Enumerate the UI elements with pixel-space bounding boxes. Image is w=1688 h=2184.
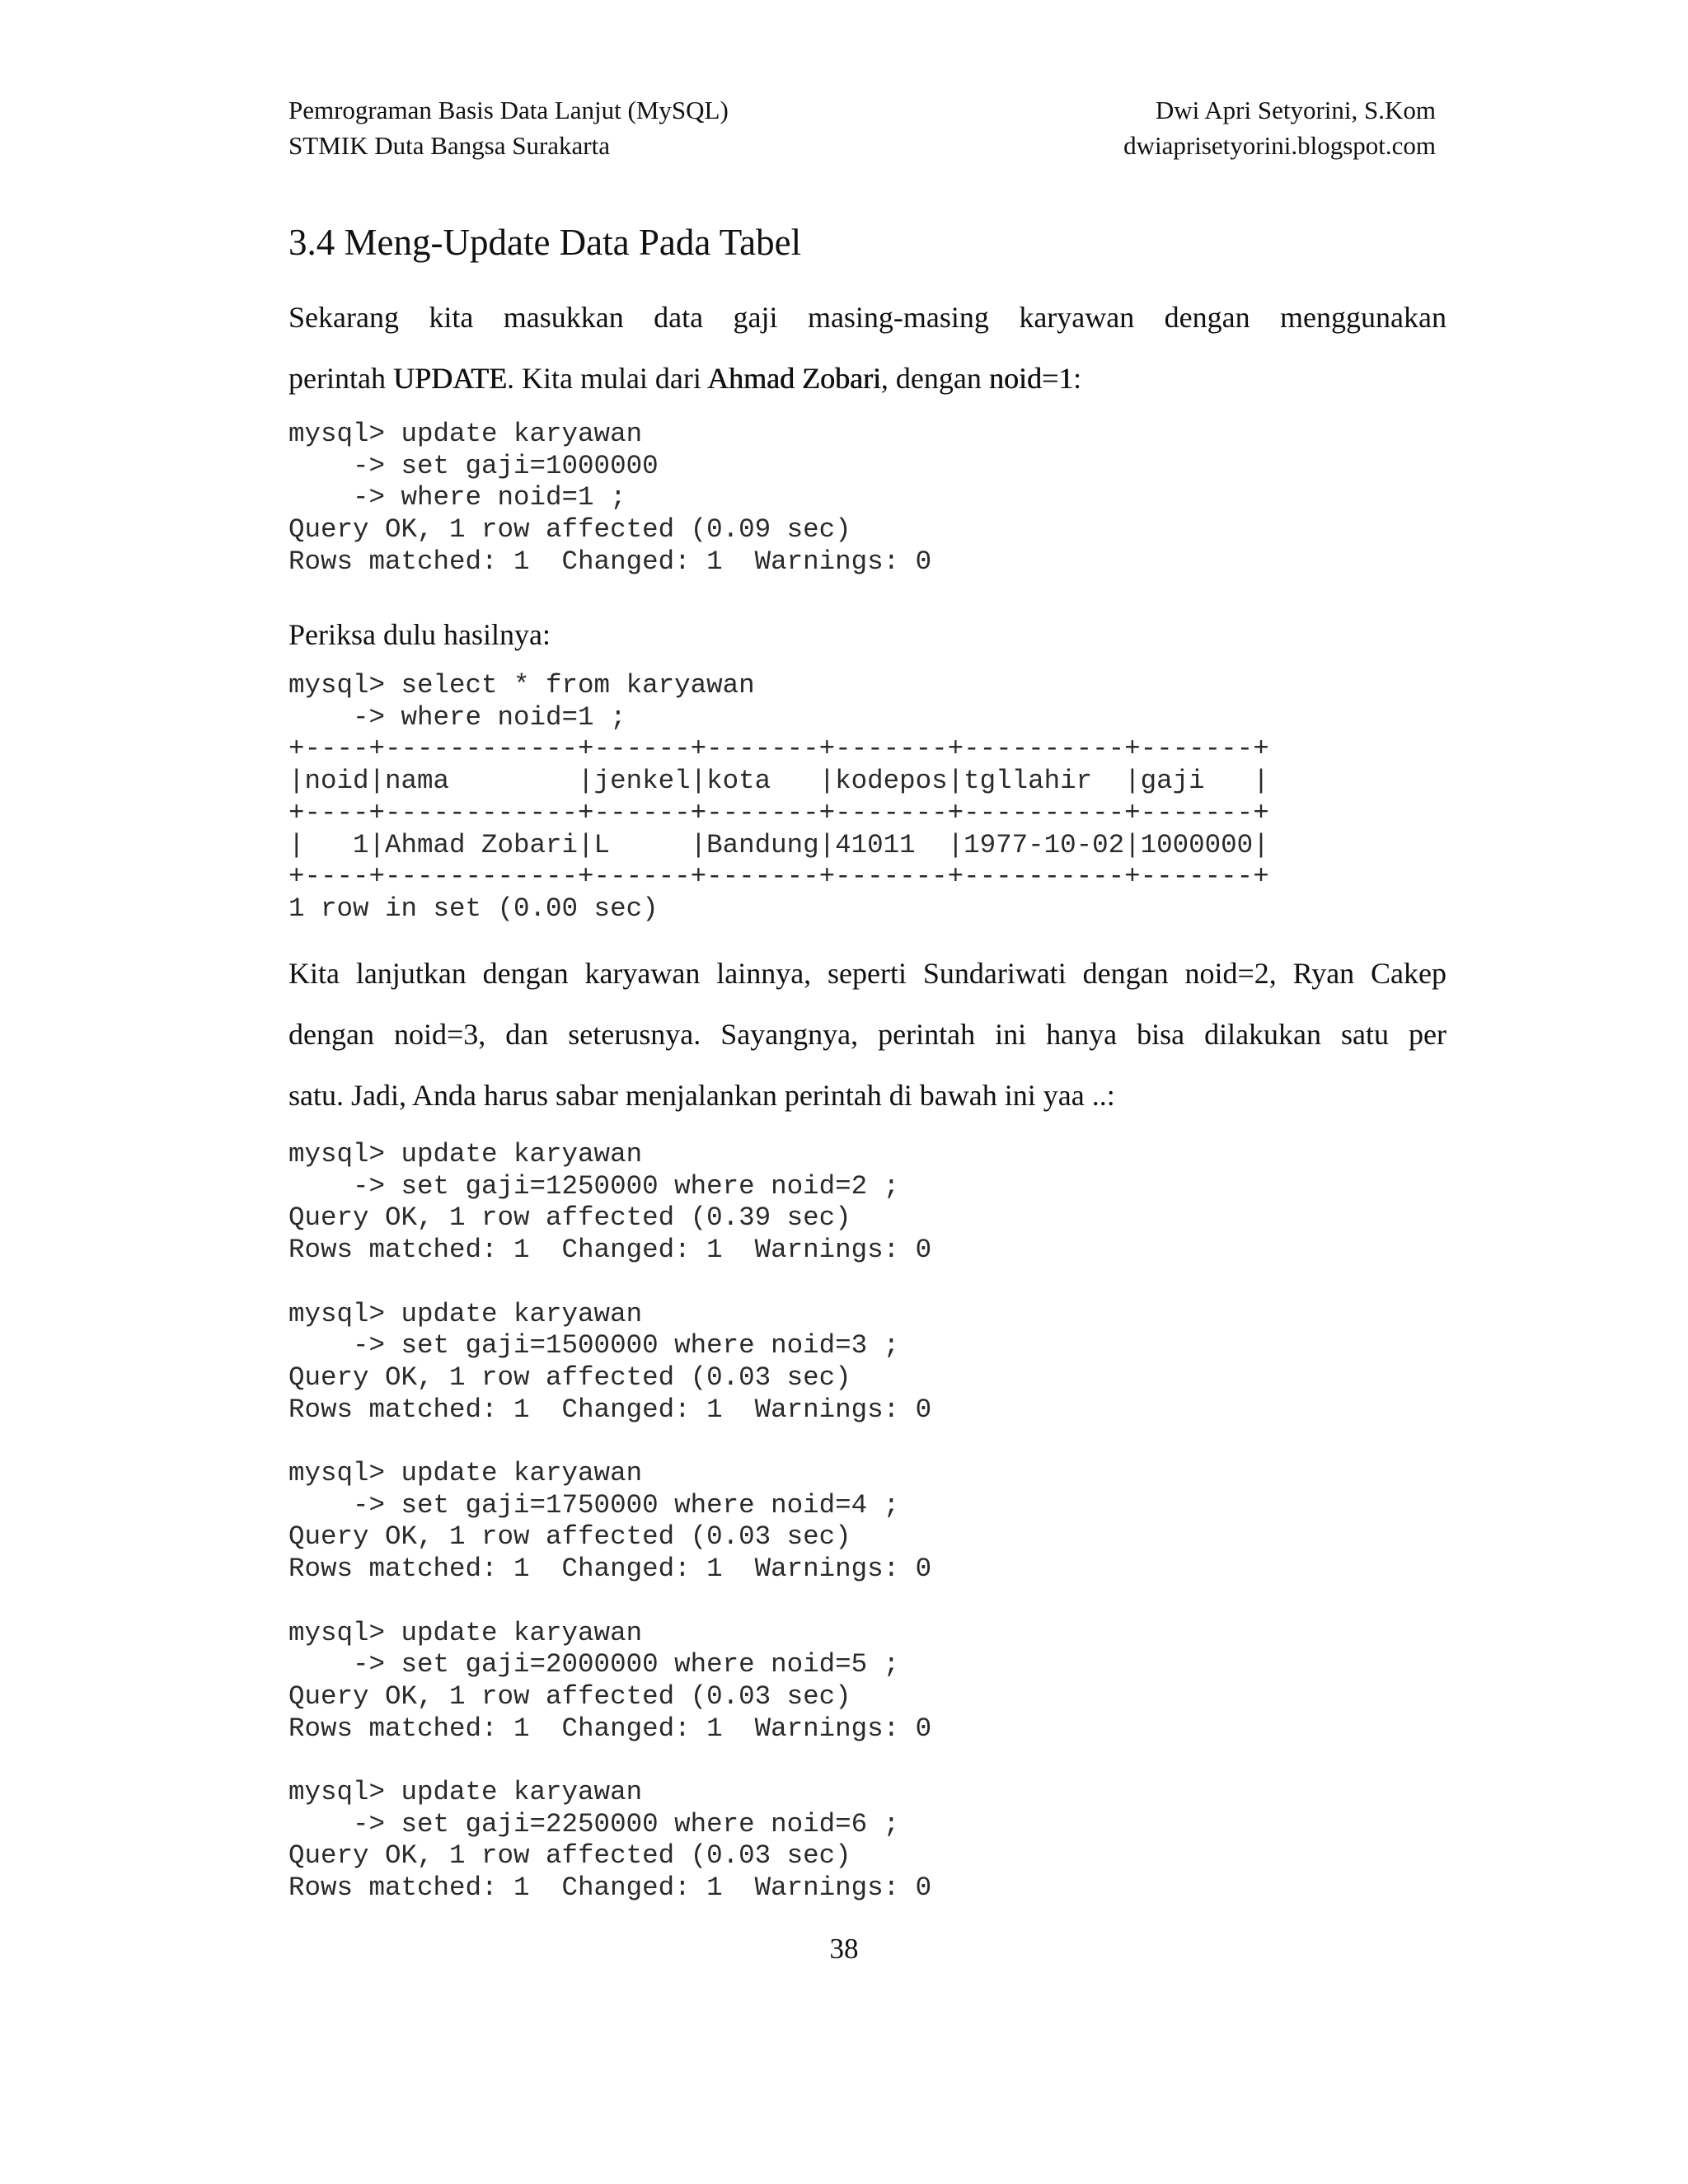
header-blog-url: dwiaprisetyorini.blogspot.com bbox=[1123, 131, 1436, 160]
header-course-title: Pemrograman Basis Data Lanjut (MySQL) bbox=[288, 96, 729, 124]
update-keyword: UPDATE bbox=[392, 362, 507, 395]
code-select-result: mysql> select * from karyawan -> where noid=1 ; +----+------------+------+-------+-------+----------+-------+ |noid|nama |jenkel|kota |kodepos|tgllahir |gaji | +----+------------+------+-------+-------+----------+-------+ | 1|Ahmad Zobari|L |Bandung|41011 |1977-10-02|1000000| +----+------------+------+-------+-------+----------+-------+ 1 row in set (0.00 sec) bbox=[288, 670, 1269, 924]
continue-line-3: satu. Jadi, Anda harus sabar menjalankan perintah di bawah ini yaa ..: bbox=[288, 1079, 1115, 1112]
employee-name: Ahmad Zobari bbox=[706, 362, 881, 395]
code-update-remaining: mysql> update karyawan -> set gaji=1250000 where noid=2 ; Query OK, 1 row affected (0.39 sec) Rows matched: 1 Changed: 1 Warnings: 0 mysql> update karyawan -> set gaji=1500000 where noid=3 ; Query OK, 1 row affected (0.03 sec) Rows matched: 1 Changed: 1 Warnings: 0 mysql> update karyawan -> set gaji=1750000 where noid=4 ; Query OK, 1 row affected (0.03 sec) Rows matched: 1 Changed: 1 Warnings: 0 mysql> update karyawan -> set gaji=2000000 where noid=5 ; Query OK, 1 row affected (0.03 sec) Rows matched: 1 Changed: 1 Warnings: 0 mysql> update karyawan -> set gaji=2250000 where noid=6 ; Query OK, 1 row affected (0.03 sec) Rows matched: 1 Changed: 1 Warnings: 0 bbox=[288, 1139, 932, 1904]
header-institution: STMIK Duta Bangsa Surakarta bbox=[288, 131, 610, 160]
continue-line-2: dengan noid=3, dan seterusnya. Sayangnya, perintah ini hanya bisa dilakukan satu per bbox=[288, 1018, 1447, 1051]
section-title: 3.4 Meng-Update Data Pada Tabel bbox=[288, 222, 802, 263]
noid-value: noid=1 bbox=[988, 362, 1074, 395]
intro-text-a: perintah bbox=[288, 362, 393, 395]
code-update-noid-1: mysql> update karyawan -> set gaji=1000000 -> where noid=1 ; Query OK, 1 row affected (0.09 sec) Rows matched: 1 Changed: 1 Warnings: 0 bbox=[288, 419, 932, 577]
page-number: 38 bbox=[829, 1933, 859, 1965]
intro-text-c: . Kita mulai dari bbox=[506, 362, 707, 395]
intro-line-2 bbox=[288, 348, 1447, 409]
intro-line-1: Sekarang kita masukkan data gaji masing-masing karyawan dengan menggunakan bbox=[288, 301, 1447, 334]
intro-paragraph bbox=[288, 287, 1447, 409]
check-paragraph bbox=[288, 604, 1447, 665]
header-left bbox=[288, 92, 729, 163]
check-text: Periksa dulu hasilnya: bbox=[288, 618, 551, 651]
intro-text-e: , dengan bbox=[880, 362, 989, 395]
header-right bbox=[1123, 92, 1436, 163]
header-author: Dwi Apri Setyorini, S.Kom bbox=[1155, 96, 1436, 124]
continue-line-1: Kita lanjutkan dengan karyawan lainnya, seperti Sundariwati dengan noid=2, Ryan Cakep bbox=[288, 957, 1447, 990]
intro-text-g: : bbox=[1073, 362, 1082, 395]
continue-paragraph bbox=[288, 943, 1447, 1126]
